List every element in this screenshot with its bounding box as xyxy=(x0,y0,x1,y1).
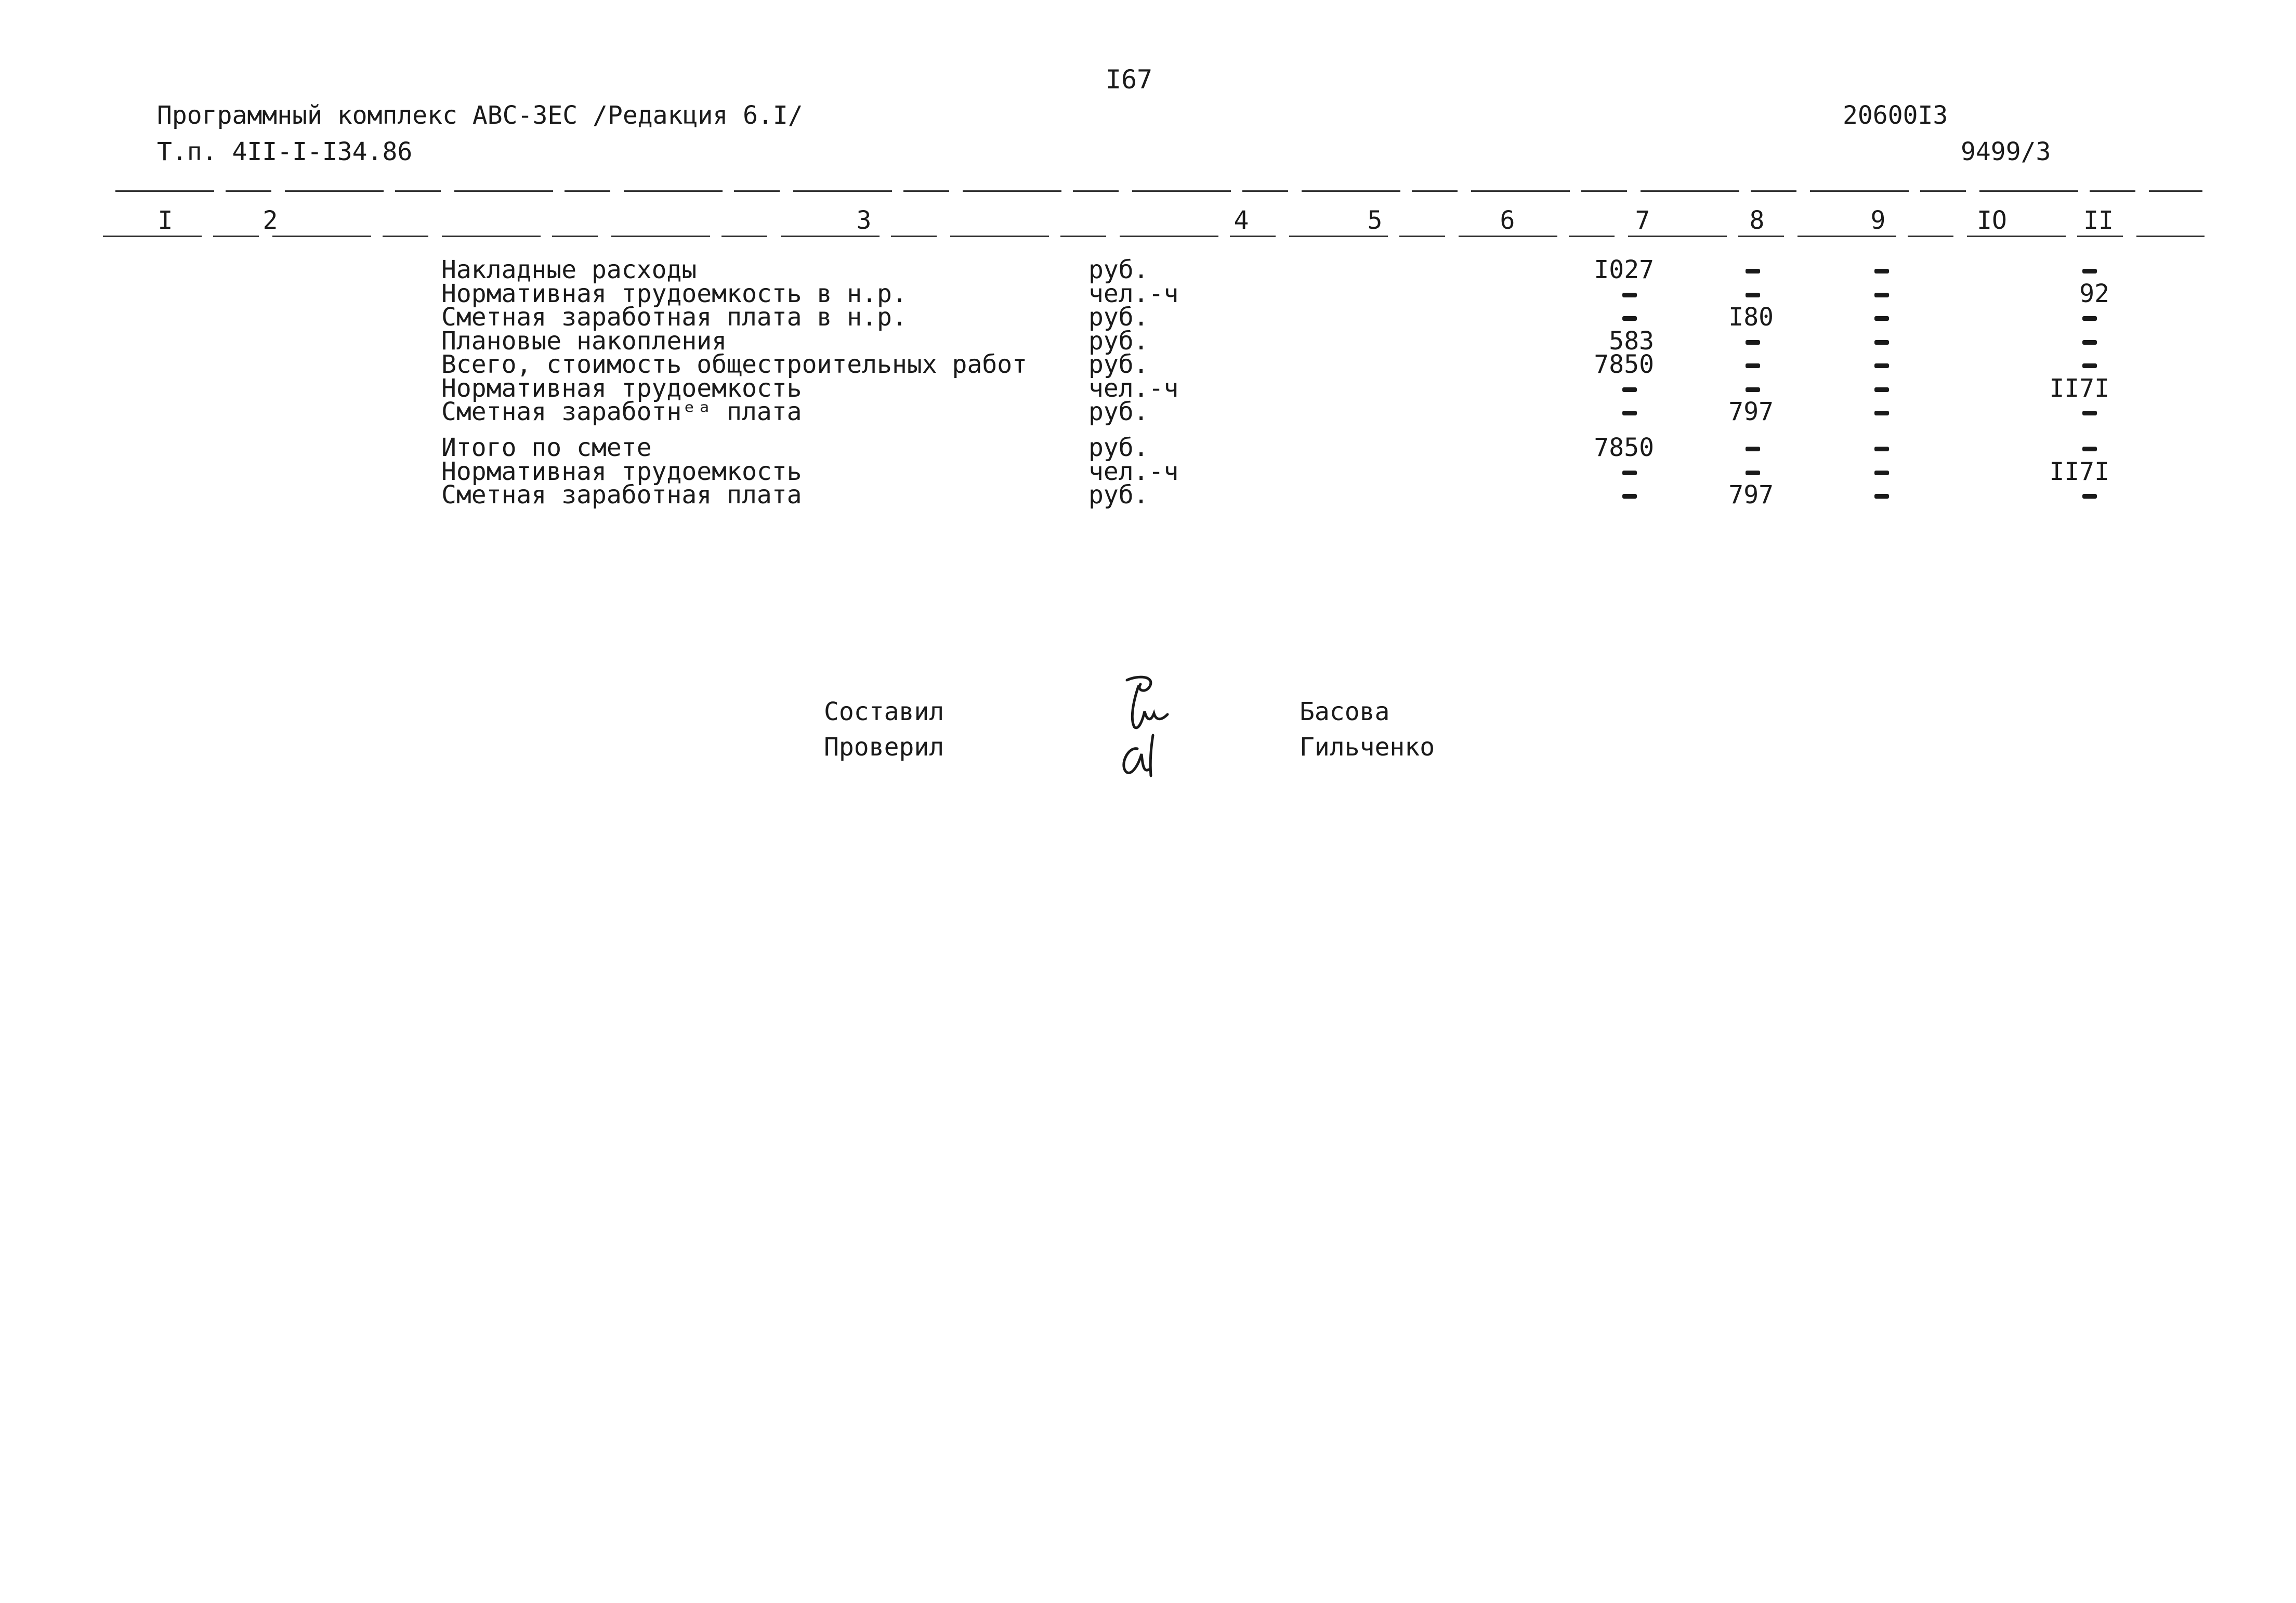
cell-c7: 583 xyxy=(1609,327,1654,356)
signature-role: Составил xyxy=(824,697,944,726)
cell-c7-dash xyxy=(1622,471,1637,475)
cell-c11-dash xyxy=(2082,316,2097,321)
cell-c8: I80 xyxy=(1728,303,1774,332)
cell-c7: 7850 xyxy=(1594,433,1654,462)
column-header-3: 3 xyxy=(856,206,872,235)
cell-c7-dash xyxy=(1622,387,1637,392)
cell-c8-dash xyxy=(1746,387,1760,392)
cell-c7-dash xyxy=(1622,411,1637,415)
cell-c8-dash xyxy=(1746,447,1760,451)
row-label: Всего, стоимость общестроительных работ xyxy=(441,350,1028,379)
cell-c11-dash xyxy=(2082,340,2097,345)
column-header-9: 9 xyxy=(1870,206,1886,235)
row-label: Сметная заработная плата xyxy=(441,480,802,510)
column-header-1: I xyxy=(158,206,173,235)
column-header-11: II xyxy=(2083,206,2114,235)
cell-c9-dash xyxy=(1874,340,1889,345)
cell-c7-dash xyxy=(1622,494,1637,499)
header-bottom-rule xyxy=(103,236,2205,237)
column-header-4: 4 xyxy=(1234,206,1249,235)
row-unit: руб. xyxy=(1088,350,1149,379)
cell-c8-dash xyxy=(1746,471,1760,475)
cell-c11-dash xyxy=(2082,411,2097,415)
cell-c11-dash xyxy=(2082,447,2097,451)
row-label: Сметная заработнᵉᵃ плата xyxy=(441,397,802,426)
column-header-8: 8 xyxy=(1749,206,1765,235)
cell-c11-dash xyxy=(2082,363,2097,368)
cell-c7-dash xyxy=(1622,293,1637,297)
cell-c11-dash xyxy=(2082,269,2097,273)
row-unit: руб. xyxy=(1088,433,1149,462)
cell-c7-dash xyxy=(1622,316,1637,321)
document-number: 9499/3 xyxy=(1961,137,2051,166)
signature-1-mark xyxy=(1118,671,1175,733)
column-header-10: IO xyxy=(1977,206,2007,235)
cell-c9-dash xyxy=(1874,269,1889,273)
cell-c7: I027 xyxy=(1594,255,1654,284)
cell-c8-dash xyxy=(1746,363,1760,368)
document-code: 20600I3 xyxy=(1843,101,1948,130)
row-unit: чел.-ч xyxy=(1088,279,1179,308)
row-unit: руб. xyxy=(1088,327,1149,356)
cell-c8-dash xyxy=(1746,293,1760,297)
cell-c7: 7850 xyxy=(1594,350,1654,379)
cell-c11-dash xyxy=(2082,494,2097,499)
column-header-2: 2 xyxy=(263,206,278,235)
project-number: Т.п. 4II-I-I34.86 xyxy=(157,137,413,166)
cell-c9-dash xyxy=(1874,316,1889,321)
cell-c8: 797 xyxy=(1728,480,1774,510)
cell-c11: II7I xyxy=(2049,457,2109,486)
cell-c8-dash xyxy=(1746,269,1760,273)
program-title: Программный комплекс АВС-3ЕС /Редакция 6.I/ xyxy=(157,101,803,130)
cell-c11: 92 xyxy=(2079,279,2109,308)
row-unit: чел.-ч xyxy=(1088,374,1179,403)
cell-c9-dash xyxy=(1874,387,1889,392)
signature-name: Басова xyxy=(1300,697,1390,726)
row-label: Накладные расходы xyxy=(441,255,697,284)
row-unit: руб. xyxy=(1088,255,1149,284)
signature-2-mark xyxy=(1112,728,1175,780)
cell-c9-dash xyxy=(1874,293,1889,297)
column-header-6: 6 xyxy=(1500,206,1515,235)
cell-c9-dash xyxy=(1874,411,1889,415)
page-number: I67 xyxy=(1105,64,1153,95)
cell-c9-dash xyxy=(1874,471,1889,475)
signature-name: Гильченко xyxy=(1300,733,1435,762)
header-top-rule xyxy=(115,190,2202,192)
cell-c9-dash xyxy=(1874,363,1889,368)
row-label: Сметная заработная плата в н.р. xyxy=(441,303,907,332)
cell-c9-dash xyxy=(1874,494,1889,499)
signature-role: Проверил xyxy=(824,733,944,762)
row-unit: руб. xyxy=(1088,303,1149,332)
row-unit: руб. xyxy=(1088,397,1149,426)
row-label: Нормативная трудоемкость xyxy=(441,457,802,486)
row-unit: руб. xyxy=(1088,480,1149,510)
row-label: Итого по смете xyxy=(441,433,652,462)
cell-c8-dash xyxy=(1746,340,1760,345)
column-header-7: 7 xyxy=(1635,206,1650,235)
cell-c11: II7I xyxy=(2049,374,2109,403)
cell-c8: 797 xyxy=(1728,397,1774,426)
row-label: Нормативная трудоемкость в н.р. xyxy=(441,279,907,308)
row-label: Нормативная трудоемкость xyxy=(441,374,802,403)
row-label: Плановые накопления xyxy=(441,327,727,356)
column-header-5: 5 xyxy=(1367,206,1383,235)
row-unit: чел.-ч xyxy=(1088,457,1179,486)
cell-c9-dash xyxy=(1874,447,1889,451)
